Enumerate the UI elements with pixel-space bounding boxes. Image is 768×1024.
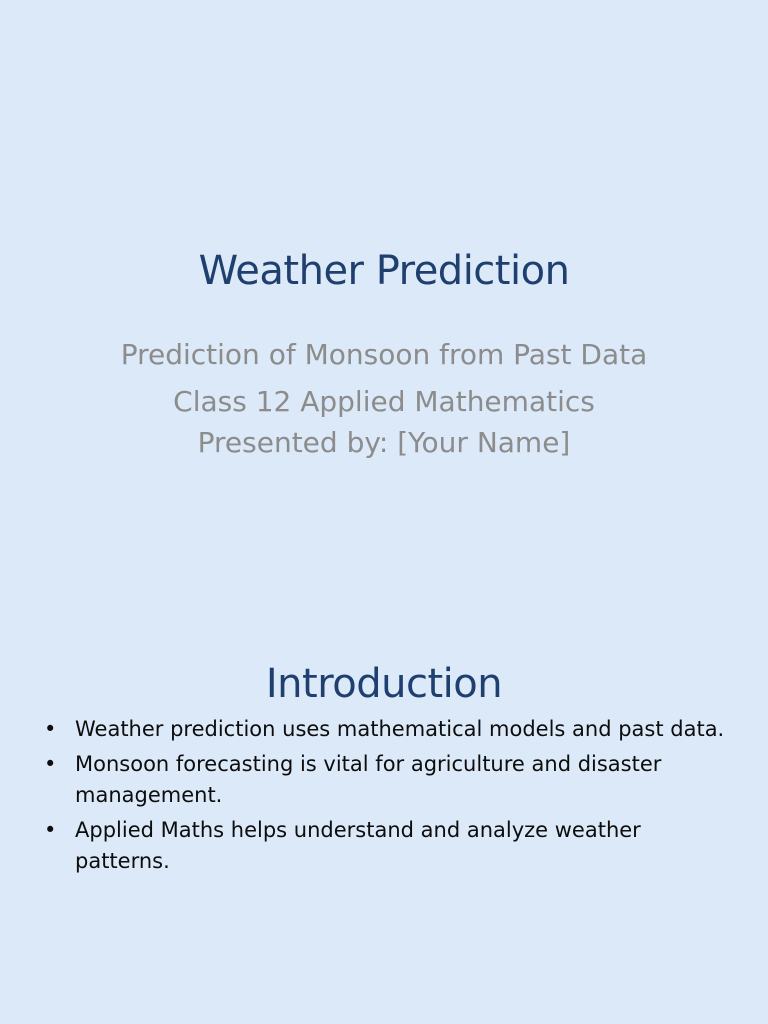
bullet-item (0, 749, 768, 811)
slide-subtitle (100, 334, 668, 463)
subtitle-line-topic: Prediction of Monsoon from Past Data (120, 338, 648, 371)
subtitle-line-presenter: Presented by: [Your Name] (197, 426, 571, 459)
bullet-text: Monsoon forecasting is vital for agriculture and disaster management. (75, 752, 662, 807)
bullet-icon: • (44, 818, 57, 842)
bullet-text: Weather prediction uses mathematical models and past data. (75, 717, 725, 741)
bullet-list (0, 714, 768, 881)
bullet-icon: • (44, 752, 57, 776)
subtitle-line-class: Class 12 Applied Mathematics (173, 385, 595, 418)
section-title: Introduction (265, 661, 503, 708)
bullet-item (0, 714, 768, 745)
slide-title: Weather Prediction (198, 247, 570, 294)
bullet-text: Applied Maths helps understand and analyze weather patterns. (75, 818, 641, 873)
bullet-item (0, 815, 768, 877)
bullet-icon: • (44, 717, 57, 741)
